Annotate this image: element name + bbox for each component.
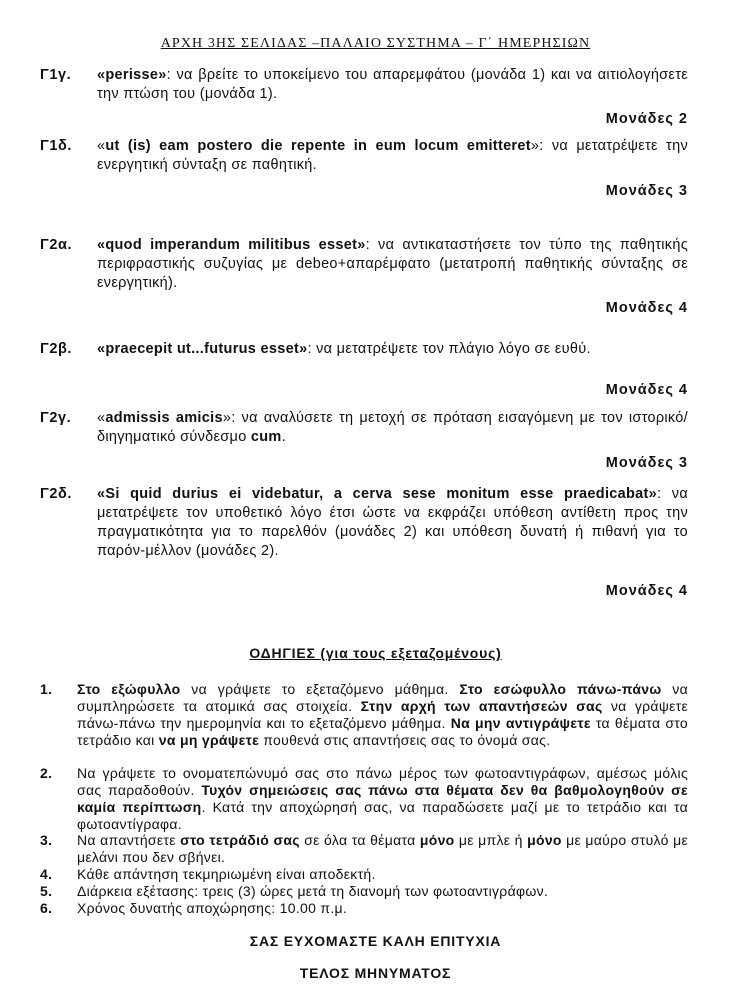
question-g2a <box>40 236 688 293</box>
question-code: Γ2γ. <box>40 410 72 426</box>
instruction-item <box>40 765 688 833</box>
instruction-text: Να γράψετε το ονοματεπώνυμό σας στο πάνω μέρος των φωτοαντιγράφων, αμέσως μόλις σας παραδοθούν. Τυχόν σημειώσεις σας πάνω στα θέματα δεν θα βαθμολογηθούν σε καμία περίπτωση. Κατά την αποχώρησή σας, να παραδώσετε μαζί με το τετράδιο και τα φωτοαντίγραφα. <box>77 765 688 832</box>
instruction-number: 6. <box>40 900 53 916</box>
instruction-item <box>40 866 688 883</box>
marks-label: Μονάδες 3 <box>605 183 688 199</box>
question-text: : να αντικαταστήσετε τον τύπο της παθητικής περιφραστικής συζυγίας με debeo+απαρέμφατο (μετατροπή παθητικής σύνταξης σε ενεργητική). <box>97 237 688 291</box>
question-code: Γ2β. <box>40 341 73 357</box>
instruction-item <box>40 883 688 900</box>
instruction-number: 1. <box>40 681 53 697</box>
question-code: Γ1δ. <box>40 138 73 154</box>
latin-phrase: «praecepit ut...futurus esset» <box>97 341 308 357</box>
instruction-text: Να απαντήσετε στο τετράδιό σας σε όλα τα θέματα μόνο με μπλε ή μόνο με μαύρο στυλό με μελάνι που δεν σβήνει. <box>77 832 688 865</box>
question-text: : να μετατρέψετε τον υποθετικό λόγο έτσι ώστε να εκφράζει υπόθεση αντίθετη προς την πραγματικότητα για το παρελθόν (μονάδες 2) και υπόθεση δυνατή ή πιθανή για το παρόν-μέλλον (μονάδες 2). <box>97 486 688 559</box>
question-text: »: να μετατρέψετε την ενεργητική σύνταξη σε παθητική. <box>97 138 688 173</box>
instruction-text: Στο εξώφυλλο να γράψετε το εξεταζόμενο μάθημα. Στο εσώφυλλο πάνω-πάνω να συμπληρώσετε τα ατομικά σας στοιχεία. Στην αρχή των απαντήσεών σας να γράψετε πάνω-πάνω την ημερομηνία και το εξεταζόμενο μάθημα. Να μην αντιγράψετε τα θέματα στο τετράδιο και να μη γράψετε πουθενά στις απαντήσεις σας το όνομά σας. <box>77 681 689 748</box>
instruction-item <box>40 900 688 917</box>
question-text: »: να αναλύσετε τη μετοχή σε πρόταση εισαγόμενη με τον ιστορικό/διηγηματικό σύνδεσμο <box>97 410 688 445</box>
marks-label: Μονάδες 3 <box>605 455 688 471</box>
question-g1d <box>40 137 688 175</box>
latin-phrase: ut (is) eam postero die repente in eum locum emitteret <box>105 138 531 154</box>
question-g2c <box>40 409 688 447</box>
period: . <box>281 429 286 445</box>
question-text: : να βρείτε το υποκείμενο του απαρεμφάτου (μονάδα 1) και να αιτιολογήσετε την πτώση του (μονάδα 1). <box>97 67 688 102</box>
instruction-number: 4. <box>40 866 53 882</box>
instruction-item <box>40 681 688 749</box>
question-g1c <box>40 66 688 104</box>
latin-phrase: admissis amicis <box>105 410 223 426</box>
quote-open: « <box>97 138 106 154</box>
instruction-item <box>40 832 688 866</box>
question-text: : να μετατρέψετε τον πλάγιο λόγο σε ευθύ. <box>307 341 591 357</box>
quote-open: « <box>97 410 106 426</box>
instruction-number: 2. <box>40 765 53 781</box>
latin-conjunction: cum <box>250 429 282 445</box>
end-of-message: ΤΕΛΟΣ ΜΗΝΥΜΑΤΟΣ <box>299 965 452 981</box>
page-header: ΑΡΧΗ 3ΗΣ ΣΕΛΙΔΑΣ –ΠΑΛΑΙΟ ΣΥΣΤΗΜΑ – Γ΄ ΗΜΕΡΗΣΙΩΝ <box>160 36 591 51</box>
marks-label: Μονάδες 4 <box>605 300 688 316</box>
good-luck-wish: ΣΑΣ ΕΥΧΟΜΑΣΤΕ ΚΑΛΗ ΕΠΙΤΥΧΙΑ <box>249 933 502 949</box>
marks-label: Μονάδες 4 <box>605 382 688 398</box>
marks-label: Μονάδες 4 <box>605 583 688 599</box>
instruction-text: Χρόνος δυνατής αποχώρησης: 10.00 π.μ. <box>77 900 348 916</box>
question-code: Γ2δ. <box>40 486 73 502</box>
question-code: Γ1γ. <box>40 67 72 83</box>
instruction-number: 5. <box>40 883 53 899</box>
question-code: Γ2α. <box>40 237 73 253</box>
question-g2d <box>40 485 688 561</box>
instruction-text: Κάθε απάντηση τεκμηριωμένη είναι αποδεκτή. <box>77 866 376 882</box>
instruction-text: Διάρκεια εξέτασης: τρεις (3) ώρες μετά τη διανομή των φωτοαντιγράφων. <box>77 883 549 899</box>
question-g2b <box>40 340 688 359</box>
instructions-title: ΟΔΗΓΙΕΣ (για τους εξεταζομένους) <box>249 645 502 661</box>
instruction-number: 3. <box>40 832 53 848</box>
latin-phrase: «Si quid durius ei videbatur, a cerva sese monitum esse praedicabat» <box>97 486 658 502</box>
latin-phrase: «perisse» <box>97 67 167 83</box>
latin-phrase: «quod imperandum militibus esset» <box>97 237 366 253</box>
marks-label: Μονάδες 2 <box>605 111 688 127</box>
